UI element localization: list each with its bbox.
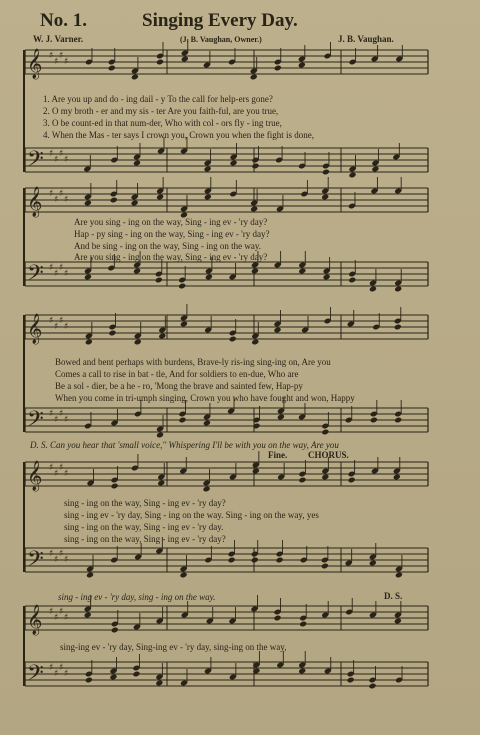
verse-line: sing - ing on the way, Sing - ing ev - 'ry day? bbox=[64, 498, 226, 508]
verse-line: When you come in tri-umph singing, Crown you who have fought and won, Happy bbox=[55, 393, 355, 403]
hymn-number: No. 1. bbox=[40, 10, 87, 31]
svg-text:♯: ♯ bbox=[64, 613, 69, 623]
verse-line: Are you sing - ing on the way, Sing - ing ev - 'ry day? bbox=[74, 252, 268, 262]
verse-line: Comes a call to rise in bat - tle, And for soldiers to en-due, Who are bbox=[55, 369, 299, 379]
svg-text:♯: ♯ bbox=[54, 469, 59, 479]
svg-text:♯: ♯ bbox=[49, 463, 54, 473]
svg-text:♯: ♯ bbox=[54, 155, 59, 165]
svg-text:𝄞: 𝄞 bbox=[27, 461, 43, 491]
refrain-line: sing-ing ev - 'ry day, Sing-ing ev - 'ry day, sing-ing on the way, bbox=[60, 642, 287, 652]
verse-line: Bowed and bent perhaps with burdens, Brave-ly ris-ing sing-ing on, Are you bbox=[55, 357, 331, 367]
lyricist-credit: W. J. Varner. bbox=[33, 34, 84, 44]
svg-text:♯: ♯ bbox=[49, 316, 54, 326]
owner-credit: (J. B. Vaughan, Owner.) bbox=[180, 35, 262, 44]
svg-text:♯: ♯ bbox=[59, 463, 64, 473]
svg-text:𝄞: 𝄞 bbox=[27, 314, 43, 344]
svg-text:𝄢: 𝄢 bbox=[27, 147, 44, 177]
svg-text:♯: ♯ bbox=[49, 149, 54, 159]
svg-text:♯: ♯ bbox=[64, 669, 69, 679]
svg-text:♯: ♯ bbox=[59, 149, 64, 159]
verse-line: Hap - py sing - ing on the way, Sing - ing ev - 'ry day? bbox=[74, 229, 270, 239]
svg-text:♯: ♯ bbox=[59, 51, 64, 61]
svg-text:♯: ♯ bbox=[64, 322, 69, 332]
svg-text:♯: ♯ bbox=[64, 57, 69, 67]
verse-line: Be a sol - dier, be a he - ro, 'Mong the brave and sainted few, Hap-py bbox=[55, 381, 303, 391]
svg-text:♯: ♯ bbox=[64, 195, 69, 205]
svg-text:♯: ♯ bbox=[54, 195, 59, 205]
svg-text:𝄢: 𝄢 bbox=[27, 261, 44, 291]
svg-text:𝄢: 𝄢 bbox=[27, 661, 44, 691]
svg-text:♯: ♯ bbox=[59, 663, 64, 673]
verse-line: sing - ing ev - 'ry day, Sing - ing on the way. Sing - ing on the way, yes bbox=[64, 510, 319, 520]
svg-text:𝄢: 𝄢 bbox=[27, 547, 44, 577]
verse-line: 2. O my broth - er and my sis - ter Are you faith-ful, are you true, bbox=[43, 106, 279, 116]
composer-credit: J. B. Vaughan. bbox=[338, 34, 394, 44]
svg-text:𝄞: 𝄞 bbox=[27, 49, 43, 79]
svg-text:♯: ♯ bbox=[49, 263, 54, 273]
svg-text:♯: ♯ bbox=[59, 607, 64, 617]
dal-segno-line: D. S. Can you hear that 'small voice,'' Whispering I'll be with you on the way, Are you bbox=[30, 440, 339, 450]
svg-text:♯: ♯ bbox=[49, 409, 54, 419]
refrain-line: sing - ing ev - 'ry day, sing - ing on the way. bbox=[58, 592, 216, 602]
verse-line: 3. O be count-ed in that num-der, Who with col - ors fly - ing true, bbox=[43, 118, 282, 128]
fine-label: Fine. bbox=[268, 450, 288, 460]
svg-text:♯: ♯ bbox=[54, 669, 59, 679]
svg-text:♯: ♯ bbox=[64, 155, 69, 165]
hymn-title: Singing Every Day. bbox=[142, 10, 298, 31]
svg-text:𝄞: 𝄞 bbox=[27, 187, 43, 217]
svg-text:♯: ♯ bbox=[54, 555, 59, 565]
svg-text:♯: ♯ bbox=[59, 263, 64, 273]
svg-text:♯: ♯ bbox=[59, 189, 64, 199]
svg-text:♯: ♯ bbox=[49, 663, 54, 673]
svg-text:♯: ♯ bbox=[64, 555, 69, 565]
svg-text:♯: ♯ bbox=[49, 549, 54, 559]
svg-text:♯: ♯ bbox=[64, 269, 69, 279]
svg-text:♯: ♯ bbox=[54, 415, 59, 425]
svg-text:♯: ♯ bbox=[49, 607, 54, 617]
svg-text:♯: ♯ bbox=[64, 415, 69, 425]
verse-line: And be sing - ing on the way, Sing - ing on the way. bbox=[74, 241, 262, 251]
svg-text:♯: ♯ bbox=[54, 57, 59, 67]
svg-text:♯: ♯ bbox=[54, 613, 59, 623]
svg-text:♯: ♯ bbox=[54, 322, 59, 332]
svg-text:♯: ♯ bbox=[59, 409, 64, 419]
verse-line: sing - ing on the way, Sing - ing ev - 'ry day. bbox=[64, 522, 224, 532]
svg-text:𝄢: 𝄢 bbox=[27, 407, 44, 437]
svg-text:𝄞: 𝄞 bbox=[27, 605, 43, 635]
svg-text:♯: ♯ bbox=[64, 469, 69, 479]
svg-text:♯: ♯ bbox=[59, 316, 64, 326]
svg-text:♯: ♯ bbox=[54, 269, 59, 279]
verse-line: 4. When the Mas - ter says I crown you, Crown you when the fight is done, bbox=[43, 130, 315, 140]
verse-line: Are you sing - ing on the way, Sing - ing ev - 'ry day? bbox=[74, 217, 268, 227]
ds-label: D. S. bbox=[384, 591, 403, 601]
verse-line: 1. Are you up and do - ing dail - y To the call for help-ers gone? bbox=[43, 94, 273, 104]
svg-text:♯: ♯ bbox=[49, 51, 54, 61]
chorus-label: CHORUS. bbox=[308, 450, 349, 460]
svg-text:♯: ♯ bbox=[59, 549, 64, 559]
svg-text:♯: ♯ bbox=[49, 189, 54, 199]
verse-line: sing - ing on the way, Sing - ing ev - 'ry day? bbox=[64, 534, 226, 544]
